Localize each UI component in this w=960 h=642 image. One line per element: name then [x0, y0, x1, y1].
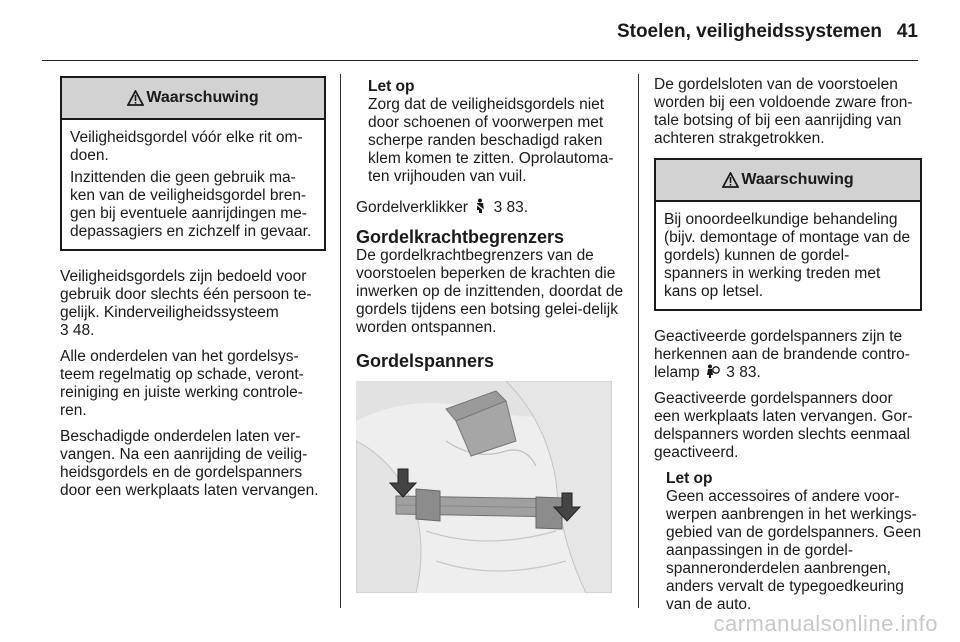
section-heading: Gordelkrachtbegrenzers	[356, 227, 565, 247]
column-right	[654, 76, 922, 614]
warning-box	[60, 76, 326, 251]
warning-text: Inzittenden die geen gebruik ma-ken van de veiligheidsgordel bren-gen bij eventuele aanrijdingen me-depassagiers en zichzelf in gevaar.	[70, 169, 312, 240]
column-left	[60, 76, 326, 508]
warning-title: Waarschuwing	[741, 171, 854, 188]
warning-triangle-icon	[127, 90, 144, 106]
note-block	[654, 470, 922, 614]
warning-text: Veiligheidsgordel vóór elke rit om-doen.	[70, 129, 303, 164]
note-block	[356, 78, 624, 186]
column-divider	[638, 74, 639, 608]
watermark: carmanualsonline.info	[713, 611, 938, 636]
warning-body	[62, 120, 324, 249]
body-paragraph: De gordelsloten van de voorstoelen worden bij een voldoende zware fron-tale botsing of bij een aanrijding van achteren strakgetrokken.	[654, 76, 913, 147]
body-text: Geactiveerde gordelspanners zijn te herkennen aan de brandende contro-lelamp	[654, 328, 910, 381]
page-header	[0, 0, 960, 62]
warning-title: Waarschuwing	[146, 89, 259, 106]
illustration-graphic	[356, 381, 612, 593]
note-label: Let op	[368, 78, 415, 95]
note-label: Let op	[666, 470, 713, 487]
note-text: Geen accessoires of andere voor-werpen aanbrengen in het werkings-gebied van de gordelspanners. Geen aanpassingen in de gordel-spanneronderdelen aanbrengen, anders vervalt de typegoedkeuring van de auto.	[666, 488, 922, 613]
body-paragraph: De gordelkrachtbegrenzers van de voorstoelen beperken de krachten die inwerken op de inzittenden, doordat de gordels tijdens een botsing gelei-delijk worden ontspannen.	[356, 247, 624, 336]
body-paragraph	[356, 198, 624, 217]
column-divider	[340, 74, 341, 608]
body-text: Gordelverklikker	[356, 199, 468, 216]
warning-box	[654, 158, 922, 311]
column-middle	[356, 76, 624, 593]
body-paragraph: Geactiveerde gordelspanners door een werkplaats laten vervangen. Gor-delspanners worden slechts eenmaal geactiveerd.	[654, 390, 913, 461]
seatbelt-reminder-icon	[474, 198, 487, 214]
warning-header	[656, 160, 920, 202]
body-paragraph	[654, 328, 922, 382]
body-paragraph: Beschadigde onderdelen laten ver-vangen. Na een aanrijding de veilig-heidsgordels en de gordelspanners door een werkplaats laten vervangen.	[60, 428, 319, 499]
header-divider	[42, 60, 918, 61]
seatbelt-pretensioner-illustration	[356, 381, 612, 593]
warning-text: Bij onoordeelkundige behandeling (bijv. demontage of montage van de gordels) kunnen de gordel-spanners in werking treden met kans op letsel.	[664, 211, 911, 300]
page-reference: 3 83.	[726, 364, 761, 381]
page-title: Stoelen, veiligheidssystemen	[616, 21, 882, 42]
page-reference: 3 83.	[493, 199, 529, 216]
body-text: Veiligheidsgordels zijn bedoeld voor gebruik door slechts één persoon te-gelijk. Kinderveiligheidssysteem	[60, 268, 312, 321]
page-number: 41	[896, 21, 918, 42]
section-heading: Gordelspanners	[356, 351, 495, 371]
warning-triangle-icon	[722, 172, 739, 188]
note-text: Zorg dat de veiligheidsgordels niet door schoenen of voorwerpen met scherpe randen beschadigd raken klem komen te zitten. Oprolautoma-ten vrijhouden van vuil.	[368, 96, 614, 185]
warning-header	[62, 78, 324, 120]
airbag-pretensioner-lamp-icon	[706, 364, 720, 379]
warning-body	[656, 202, 920, 309]
body-paragraph	[60, 268, 326, 340]
body-paragraph: Alle onderdelen van het gordelsys-teem regelmatig op schade, veront-reiniging en juiste werking controle-ren.	[60, 348, 304, 419]
page-reference: 3 48.	[60, 322, 95, 339]
